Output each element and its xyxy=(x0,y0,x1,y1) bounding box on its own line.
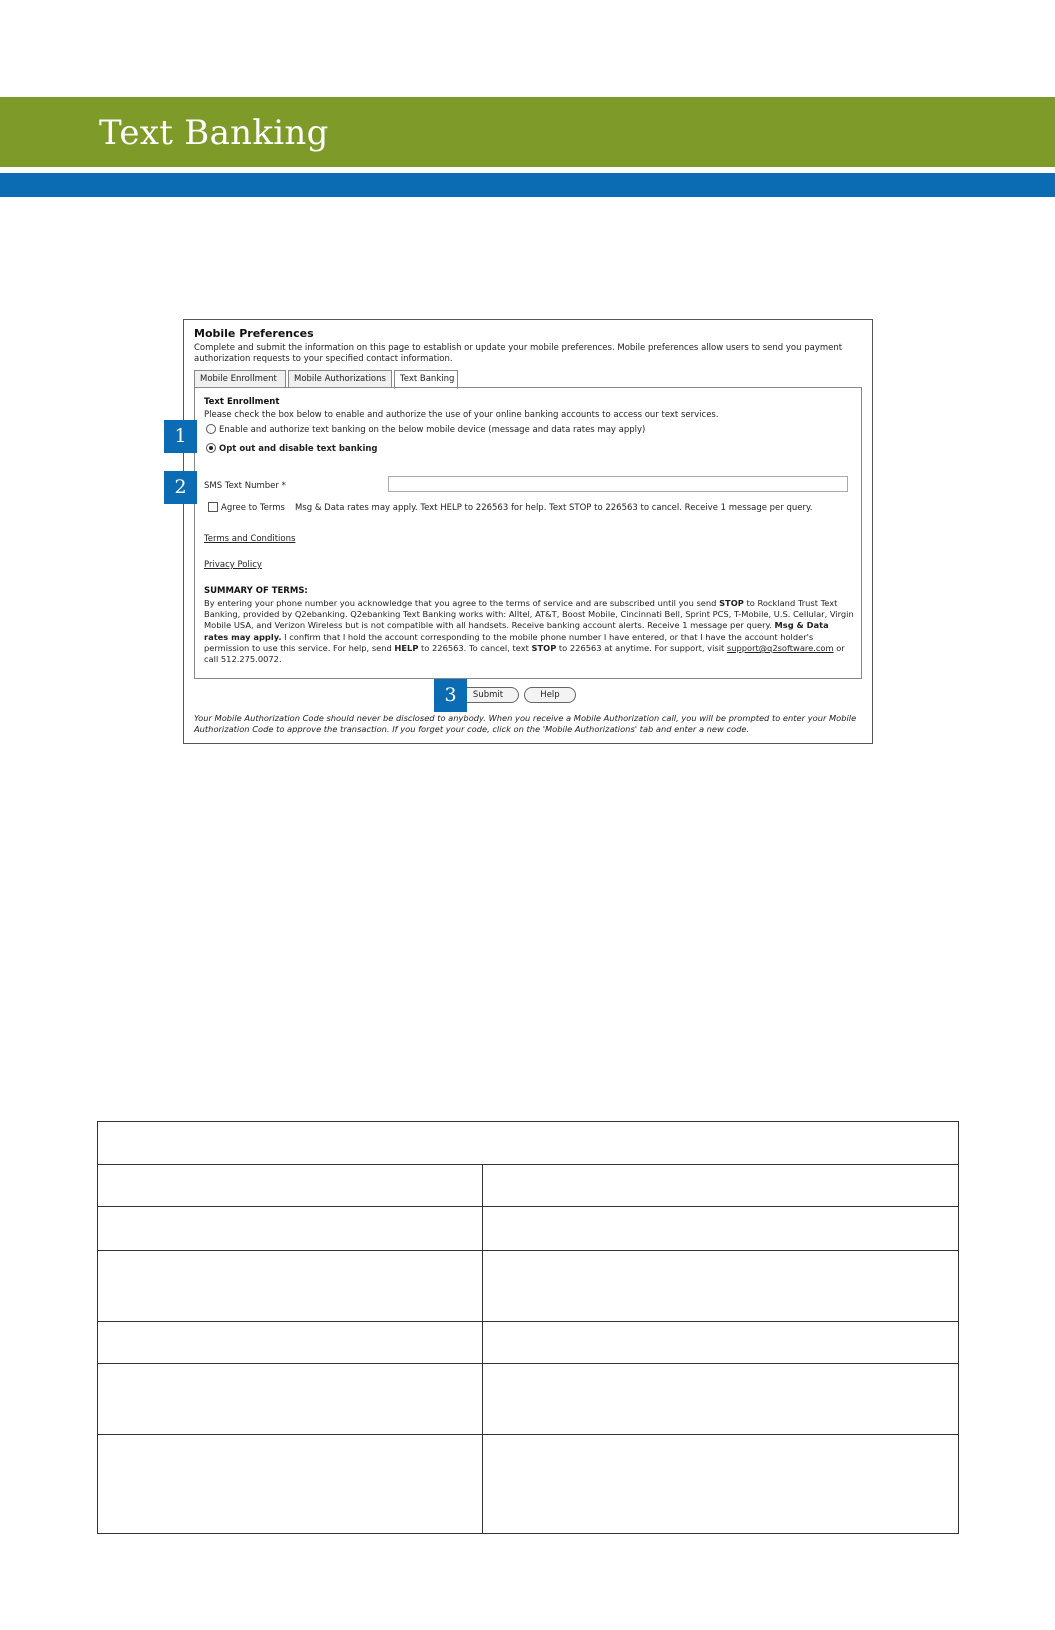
opt-out-radio[interactable] xyxy=(206,443,216,453)
panel-intro: Complete and submit the information on this page to establish or update your mobile preferences. Mobile preferences allow users to send you payment authorization requests to your specified contact information. xyxy=(194,343,843,364)
empty-reference-table xyxy=(97,1121,959,1534)
tab-text-banking[interactable]: Text Banking xyxy=(394,370,458,389)
authorization-code-note: Your Mobile Authorization Code should never be disclosed to anybody. When you receive a Mobile Authorization call, you will be prompted to enter your Mobile Authorization Code to approve the transaction. If you forget your code, click on the 'Mobile Authorizations' tab and enter a new code. xyxy=(194,713,857,734)
sms-text-number-input[interactable] xyxy=(388,476,848,492)
summary-of-terms: By entering your phone number you acknowledge that you agree to the terms of service and are subscribed until you send STOP to Rockland Trust Text Banking, provided by Q2ebanking. Q2ebanking Text Banking works with: Alltel, AT&T, Boost Mobile, Cincinnati Bell, Sprint PCS, T-Mobile, U.S. Cellular, Virgin Mobile USA, and Verizon Wireless but is not compatible with all handsets. Receive banking account alerts. Receive 1 message per query. Msg & Data rates may apply. I confirm that I hold the account corresponding to the mobile phone number I have entered, or that I have the account holder's permission to use this service. For help, send HELP to 226563. To cancel, text STOP to 226563 at anytime. For support, visit support@q2software.com or call 512.275.0072. xyxy=(204,598,854,665)
table-row-divider xyxy=(98,1321,958,1322)
enable-option[interactable] xyxy=(206,424,645,435)
opt-out-option[interactable] xyxy=(206,443,378,454)
section-title: Text Enrollment xyxy=(204,397,280,407)
privacy-policy-link[interactable]: Privacy Policy xyxy=(204,560,262,570)
panel-title: Mobile Preferences xyxy=(194,327,314,340)
agree-rates-note: Msg & Data rates may apply. Text HELP to 226563 for help. Text STOP to 226563 to cancel. Receive 1 message per query. xyxy=(294,503,813,513)
table-row-divider xyxy=(98,1363,958,1364)
table-row-divider xyxy=(98,1434,958,1435)
submit-button[interactable]: Submit xyxy=(457,687,519,703)
callout-marker-1: 1 xyxy=(164,420,197,453)
table-row-divider xyxy=(98,1164,958,1165)
callout-marker-2: 2 xyxy=(164,471,197,504)
header-accent-bar xyxy=(0,173,1055,197)
agree-to-terms-row xyxy=(208,502,813,513)
text-banking-tab-content xyxy=(194,387,862,679)
tab-mobile-enrollment[interactable]: Mobile Enrollment xyxy=(194,370,286,388)
tab-mobile-authorizations[interactable]: Mobile Authorizations xyxy=(288,370,392,388)
page-title: Text Banking xyxy=(99,113,329,153)
enable-option-label: Enable and authorize text banking on the below mobile device (message and data rates may apply) xyxy=(219,425,646,435)
mobile-preferences-panel xyxy=(183,319,873,744)
summary-title: SUMMARY OF TERMS: xyxy=(204,586,308,596)
opt-out-option-label: Opt out and disable text banking xyxy=(219,444,378,454)
sms-text-number-label: SMS Text Number * xyxy=(204,481,286,491)
support-email-link[interactable]: support@q2software.com xyxy=(726,642,834,653)
table-row-divider xyxy=(98,1250,958,1251)
help-button[interactable]: Help xyxy=(524,687,576,703)
table-column-divider xyxy=(482,1164,483,1533)
agree-to-terms-checkbox[interactable] xyxy=(208,502,218,512)
callout-marker-3: 3 xyxy=(434,679,467,712)
agree-to-terms-label[interactable]: Agree to Terms xyxy=(221,503,285,513)
terms-and-conditions-link[interactable]: Terms and Conditions xyxy=(204,534,296,544)
enable-radio[interactable] xyxy=(206,424,216,434)
section-description: Please check the box below to enable and authorize the use of your online banking accounts to access our text services. xyxy=(204,410,719,420)
table-row-divider xyxy=(98,1206,958,1207)
